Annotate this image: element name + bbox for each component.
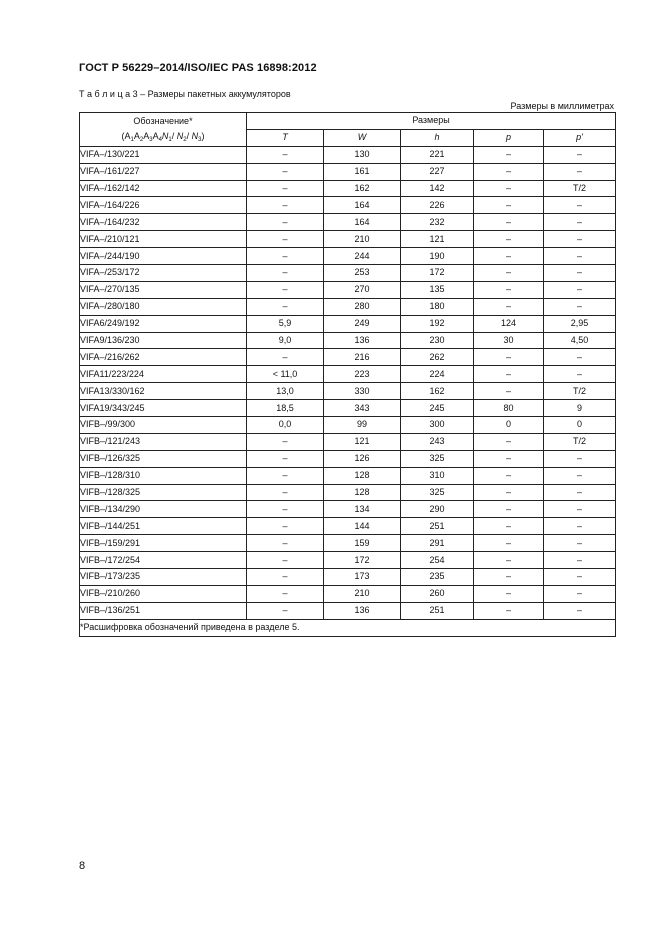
- table-row: [80, 417, 616, 434]
- p-prime-cell: –: [544, 585, 616, 602]
- table-row: [80, 569, 616, 586]
- p-prime-cell: T/2: [544, 433, 616, 450]
- designation-cell: VIFA11/223/224: [80, 366, 247, 383]
- w-cell: 270: [324, 281, 401, 298]
- t-cell: –: [247, 265, 324, 282]
- w-cell: 343: [324, 400, 401, 417]
- designation-cell: VIFB–/136/251: [80, 602, 247, 619]
- t-cell: 18,5: [247, 400, 324, 417]
- p-prime-cell: T/2: [544, 383, 616, 400]
- p-cell: –: [474, 146, 544, 163]
- designation-cell: VIFB–/121/243: [80, 433, 247, 450]
- t-cell: 5,9: [247, 315, 324, 332]
- p-prime-cell: –: [544, 163, 616, 180]
- w-cell: 173: [324, 569, 401, 586]
- p-cell: 0: [474, 417, 544, 434]
- t-cell: –: [247, 349, 324, 366]
- h-cell: 300: [401, 417, 474, 434]
- p-cell: –: [474, 349, 544, 366]
- p-cell: –: [474, 501, 544, 518]
- p-cell: –: [474, 552, 544, 569]
- h-cell: 172: [401, 265, 474, 282]
- designation-cell: VIFB–/128/310: [80, 467, 247, 484]
- designation-cell: VIFB–/134/290: [80, 501, 247, 518]
- h-cell: 235: [401, 569, 474, 586]
- table-row: [80, 146, 616, 163]
- designation-cell: VIFA13/330/162: [80, 383, 247, 400]
- w-cell: 210: [324, 231, 401, 248]
- h-cell: 291: [401, 535, 474, 552]
- p-cell: –: [474, 298, 544, 315]
- p-cell: 30: [474, 332, 544, 349]
- column-header-p: p: [474, 129, 544, 146]
- units-note: Размеры в миллиметрах: [510, 101, 614, 111]
- p-prime-cell: –: [544, 569, 616, 586]
- table-row: [80, 180, 616, 197]
- w-cell: 216: [324, 349, 401, 366]
- h-cell: 224: [401, 366, 474, 383]
- table-row: [80, 535, 616, 552]
- designation-cell: VIFB–/173/235: [80, 569, 247, 586]
- p-prime-cell: –: [544, 214, 616, 231]
- p-cell: –: [474, 366, 544, 383]
- w-cell: 161: [324, 163, 401, 180]
- h-cell: 310: [401, 467, 474, 484]
- p-prime-cell: 2,95: [544, 315, 616, 332]
- p-prime-cell: –: [544, 467, 616, 484]
- designation-cell: VIFA–/161/227: [80, 163, 247, 180]
- w-cell: 136: [324, 602, 401, 619]
- h-cell: 135: [401, 281, 474, 298]
- w-cell: 164: [324, 214, 401, 231]
- table-row: [80, 450, 616, 467]
- p-prime-cell: –: [544, 501, 616, 518]
- w-cell: 121: [324, 433, 401, 450]
- designation-cell: VIFA–/164/226: [80, 197, 247, 214]
- table-row: [80, 197, 616, 214]
- t-cell: –: [247, 569, 324, 586]
- w-cell: 128: [324, 467, 401, 484]
- designation-cell: VIFB–/128/325: [80, 484, 247, 501]
- w-cell: 134: [324, 501, 401, 518]
- table-row: [80, 484, 616, 501]
- t-cell: –: [247, 214, 324, 231]
- dimensions-table: [79, 112, 616, 637]
- p-cell: –: [474, 248, 544, 265]
- designation-cell: VIFA–/253/172: [80, 265, 247, 282]
- h-cell: 325: [401, 484, 474, 501]
- table-caption: Т а б л и ц а 3 – Размеры пакетных аккумуляторов: [79, 89, 291, 99]
- p-cell: –: [474, 383, 544, 400]
- p-prime-cell: –: [544, 265, 616, 282]
- t-cell: –: [247, 518, 324, 535]
- t-cell: –: [247, 231, 324, 248]
- p-cell: –: [474, 281, 544, 298]
- w-cell: 128: [324, 484, 401, 501]
- t-cell: –: [247, 501, 324, 518]
- t-cell: –: [247, 467, 324, 484]
- w-cell: 280: [324, 298, 401, 315]
- designation-cell: VIFB–/172/254: [80, 552, 247, 569]
- p-prime-cell: –: [544, 146, 616, 163]
- t-cell: –: [247, 535, 324, 552]
- table-row: [80, 467, 616, 484]
- p-prime-cell: –: [544, 366, 616, 383]
- designation-cell: VIFA–/164/232: [80, 214, 247, 231]
- h-cell: 260: [401, 585, 474, 602]
- table-footnote: *Расшифровка обозначений приведена в разделе 5.: [80, 619, 616, 636]
- page-number: 8: [79, 860, 86, 872]
- table-row: [80, 248, 616, 265]
- p-cell: –: [474, 214, 544, 231]
- column-header-h: h: [401, 129, 474, 146]
- designation-cell: VIFB–/144/251: [80, 518, 247, 535]
- w-cell: 164: [324, 197, 401, 214]
- t-cell: –: [247, 552, 324, 569]
- p-cell: 80: [474, 400, 544, 417]
- h-cell: 162: [401, 383, 474, 400]
- p-cell: –: [474, 467, 544, 484]
- t-cell: –: [247, 248, 324, 265]
- designation-cell: VIFA–/270/135: [80, 281, 247, 298]
- designation-cell: VIFB–/210/260: [80, 585, 247, 602]
- w-cell: 144: [324, 518, 401, 535]
- p-cell: –: [474, 535, 544, 552]
- table-row: [80, 214, 616, 231]
- table-header-row: [80, 113, 616, 130]
- designation-cell: VIFA–/210/121: [80, 231, 247, 248]
- designation-cell: VIFB–/126/325: [80, 450, 247, 467]
- dimensions-header: Размеры: [247, 113, 616, 130]
- p-cell: –: [474, 602, 544, 619]
- w-cell: 136: [324, 332, 401, 349]
- column-header-T: T: [247, 129, 324, 146]
- designation-cell: VIFA–/244/190: [80, 248, 247, 265]
- p-prime-cell: –: [544, 281, 616, 298]
- p-prime-cell: T/2: [544, 180, 616, 197]
- t-cell: –: [247, 298, 324, 315]
- designation-cell: VIFA9/136/230: [80, 332, 247, 349]
- table-row: [80, 383, 616, 400]
- t-cell: –: [247, 197, 324, 214]
- w-cell: 126: [324, 450, 401, 467]
- table-row: [80, 433, 616, 450]
- p-prime-cell: –: [544, 535, 616, 552]
- h-cell: 227: [401, 163, 474, 180]
- p-prime-cell: –: [544, 248, 616, 265]
- h-cell: 221: [401, 146, 474, 163]
- p-cell: –: [474, 197, 544, 214]
- h-cell: 232: [401, 214, 474, 231]
- w-cell: 162: [324, 180, 401, 197]
- h-cell: 230: [401, 332, 474, 349]
- p-prime-cell: 4,50: [544, 332, 616, 349]
- h-cell: 190: [401, 248, 474, 265]
- p-prime-cell: –: [544, 484, 616, 501]
- t-cell: 13,0: [247, 383, 324, 400]
- t-cell: –: [247, 602, 324, 619]
- h-cell: 180: [401, 298, 474, 315]
- table-row: [80, 400, 616, 417]
- table-row: [80, 265, 616, 282]
- table-row: [80, 366, 616, 383]
- h-cell: 325: [401, 450, 474, 467]
- designation-cell: VIFA–/216/262: [80, 349, 247, 366]
- p-cell: –: [474, 163, 544, 180]
- t-cell: –: [247, 146, 324, 163]
- table-row: [80, 518, 616, 535]
- p-cell: –: [474, 180, 544, 197]
- table-row: [80, 602, 616, 619]
- t-cell: –: [247, 163, 324, 180]
- p-cell: –: [474, 433, 544, 450]
- designation-cell: VIFB–/99/300: [80, 417, 247, 434]
- table-row: [80, 501, 616, 518]
- table-body: [80, 146, 616, 619]
- table-row: [80, 281, 616, 298]
- designation-cell: VIFA19/343/245: [80, 400, 247, 417]
- h-cell: 245: [401, 400, 474, 417]
- t-cell: < 11,0: [247, 366, 324, 383]
- w-cell: 253: [324, 265, 401, 282]
- designation-cell: VIFA–/130/221: [80, 146, 247, 163]
- table-row: [80, 585, 616, 602]
- w-cell: 249: [324, 315, 401, 332]
- p-prime-cell: –: [544, 197, 616, 214]
- designation-header: Обозначение*: [133, 116, 193, 127]
- table-row: [80, 163, 616, 180]
- h-cell: 243: [401, 433, 474, 450]
- document-header: ГОСТ Р 56229–2014/ISO/IEC PAS 16898:2012: [79, 62, 317, 74]
- p-cell: –: [474, 231, 544, 248]
- h-cell: 251: [401, 518, 474, 535]
- p-cell: –: [474, 265, 544, 282]
- h-cell: 226: [401, 197, 474, 214]
- t-cell: –: [247, 585, 324, 602]
- p-cell: –: [474, 569, 544, 586]
- table-row: [80, 332, 616, 349]
- w-cell: 130: [324, 146, 401, 163]
- w-cell: 223: [324, 366, 401, 383]
- column-header-p-prime: p': [544, 129, 616, 146]
- h-cell: 192: [401, 315, 474, 332]
- p-prime-cell: –: [544, 602, 616, 619]
- p-prime-cell: –: [544, 298, 616, 315]
- w-cell: 172: [324, 552, 401, 569]
- w-cell: 330: [324, 383, 401, 400]
- designation-cell: VIFA–/280/180: [80, 298, 247, 315]
- h-cell: 121: [401, 231, 474, 248]
- designation-header-cell: [80, 113, 247, 147]
- table-row: [80, 298, 616, 315]
- t-cell: 9,0: [247, 332, 324, 349]
- h-cell: 254: [401, 552, 474, 569]
- h-cell: 251: [401, 602, 474, 619]
- h-cell: 290: [401, 501, 474, 518]
- footnote-row: [80, 619, 616, 636]
- w-cell: 99: [324, 417, 401, 434]
- p-cell: –: [474, 518, 544, 535]
- p-prime-cell: 9: [544, 400, 616, 417]
- p-cell: –: [474, 484, 544, 501]
- p-prime-cell: –: [544, 349, 616, 366]
- h-cell: 262: [401, 349, 474, 366]
- p-prime-cell: –: [544, 552, 616, 569]
- designation-formula: ($A_1A_2A_3A_4N_1/$ $N_2/$ $N_3$): [121, 131, 205, 144]
- table-row: [80, 552, 616, 569]
- p-prime-cell: 0: [544, 417, 616, 434]
- t-cell: 0,0: [247, 417, 324, 434]
- w-cell: 159: [324, 535, 401, 552]
- t-cell: –: [247, 433, 324, 450]
- table-row: [80, 315, 616, 332]
- p-prime-cell: –: [544, 231, 616, 248]
- column-header-W: W: [324, 129, 401, 146]
- designation-cell: VIFA–/162/142: [80, 180, 247, 197]
- w-cell: 210: [324, 585, 401, 602]
- p-prime-cell: –: [544, 518, 616, 535]
- h-cell: 142: [401, 180, 474, 197]
- p-cell: 124: [474, 315, 544, 332]
- t-cell: –: [247, 180, 324, 197]
- designation-cell: VIFA6/249/192: [80, 315, 247, 332]
- p-cell: –: [474, 585, 544, 602]
- designation-cell: VIFB–/159/291: [80, 535, 247, 552]
- table-row: [80, 349, 616, 366]
- table-row: [80, 231, 616, 248]
- w-cell: 244: [324, 248, 401, 265]
- t-cell: –: [247, 450, 324, 467]
- t-cell: –: [247, 484, 324, 501]
- t-cell: –: [247, 281, 324, 298]
- p-prime-cell: –: [544, 450, 616, 467]
- p-cell: –: [474, 450, 544, 467]
